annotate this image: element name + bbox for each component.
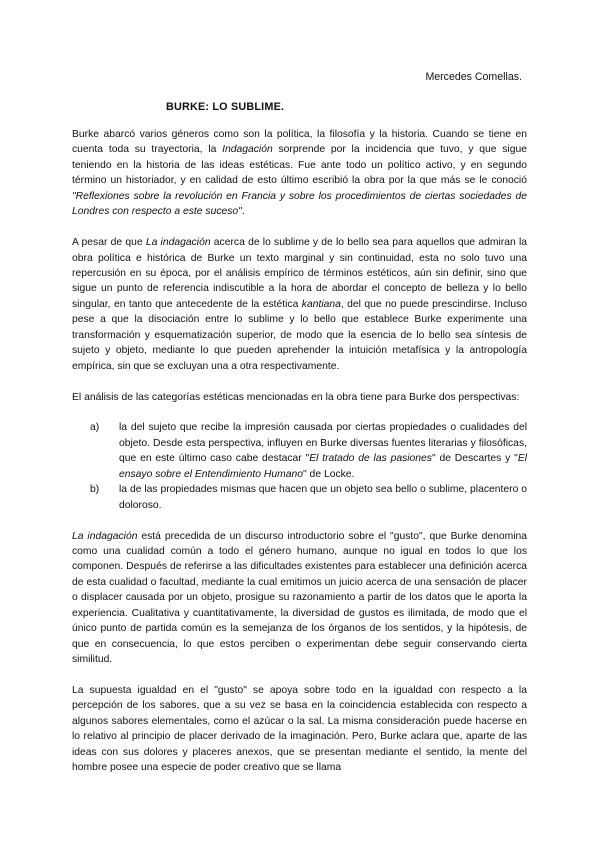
list-item-a [90, 420, 527, 482]
paragraph-4-italic-la-indagacion: La indagación [72, 530, 138, 542]
paragraph-1-italic-indagacion: Indagación [222, 144, 273, 156]
paragraph-1-italic-reflexiones: "Reflexiones sobre la revolución en Francia y sobre los procedimientos de ciertas sociedades de Londres con respecto a este suceso" [72, 190, 527, 218]
list-item-b-text: la de las propiedades mismas que hacen que un objeto sea bello o sublime, placentero o doloroso. [119, 484, 527, 511]
list-item-a-text-1: la del sujeto que recibe la impresión causada por ciertas propiedades o cualidades del objeto. Desde esta perspectiva, influyen en Burke diversas fuentes literarias y filosóficas, que en este último caso cabe destacar " [119, 422, 527, 465]
paragraph-2-text-a: A pesar de que [72, 237, 146, 249]
paragraph-1 [72, 127, 527, 220]
paragraph-2-text-c: acerca de lo sublime y de lo bello sea para aquellos que admiran la obra política e histórica de Burke un texto marginal y sin continuidad, esta no solo tuvo una repercusión en su época, por el análisis empírico de términos estéticos, aún sin definir, sino que sigue un punto de referencia indiscutible a la hora de abordar el concepto de belleza y lo bello singular, en tanto que antecedente de la estética [72, 237, 527, 310]
list-item-a-italic-ensayo: El ensayo sobre el Entendimiento Humano [119, 453, 528, 480]
author-name: Mercedes Comellas. [425, 71, 522, 83]
list-item-a-text-3: " de Descartes y " [431, 453, 518, 465]
paragraph-1-text-e: . [241, 206, 245, 218]
paragraph-3: El análisis de las categorías estéticas mencionadas en la obra tiene para Burke dos perspectivas: [72, 391, 520, 403]
list-marker-a: a) [90, 422, 100, 434]
paragraph-4-text-b: está precedida de un discurso introductorio sobre el "gusto", que Burke denomina como una cualidad común a todo el género humano, aunque no igual en todos lo que los componen. Después de referirse a las dificultades existentes para establecer una definición acerca de esta cualidad o facultad, mediante la cual emitimos un juicio acerca de una sensación de placer o displacer causada por un objeto, prosigue su razonamiento a partir de los datos que le aporta la experiencia. Cualitativa y cuantitativamente, la diversidad de gustos es ilimitada, de modo que el único punto de partida común es la semejanza de los órganos de los sentidos, y la hipótesis, de que en consecuencia, lo que estos perciben o experimentan debe seguir conservando cierta similitud. [72, 530, 528, 666]
list-item-a-italic-tratado: El tratado de las pasiones [309, 453, 432, 465]
paragraph-1-text-a: Burke abarcó varios géneros como son la política, la filosofía y la historia. Cuando se tiene en cuenta toda su trayectoria, la [72, 129, 527, 156]
paragraph-2-italic-la-indagacion: La indagación [145, 237, 211, 249]
paragraph-2 [72, 235, 527, 374]
paragraph-1-text-c: sorprende por la incidencia que tuvo, y que sigue teniendo en la historia de las ideas estéticas. Fue ante todo un político activo, y en segundo término un historiador, y en calidad de esto último escribió la obra por la que más se le conoció [72, 144, 527, 187]
paragraph-2-italic-kantiana: kantiana [301, 298, 341, 310]
perspectives-list [72, 420, 527, 513]
paragraph-4 [72, 529, 527, 668]
list-item-b [90, 482, 527, 513]
document-body [72, 127, 527, 791]
document-title: BURKE: LO SUBLIME. [166, 101, 285, 113]
list-item-a-text-5: " de Locke. [303, 468, 355, 480]
paragraph-5: La supuesta igualdad en el "gusto" se apoya sobre todo en la igualdad con respecto a la percepción de los sabores, que a su vez se basa en la coincidencia establecida con respecto a algunos sabores elementales, como el azúcar o la sal. La misma consideración puede hacerse en lo relativo al principio de placer derivado de la imaginación. Pero, Burke aclara que, aparte de las ideas con sus dolores y placeres anexos, que se presentan mediante el sentido, la mente del hombre posee una especie de poder creativo que se llama [72, 685, 527, 774]
list-marker-b: b) [90, 484, 100, 496]
paragraph-2-text-e: , del que no puede prescindirse. Incluso pese a que la disociación entre lo sublime y lo bello que establece Burke experimente una transformación y esquematización superior, de modo que la esencia de lo bello sea síntesis de sujeto y objeto, mediante lo que pueden aprehender la intuición metafísica y la antropología empírica, sin que se excluyan una a otra respectivamente. [72, 298, 528, 372]
